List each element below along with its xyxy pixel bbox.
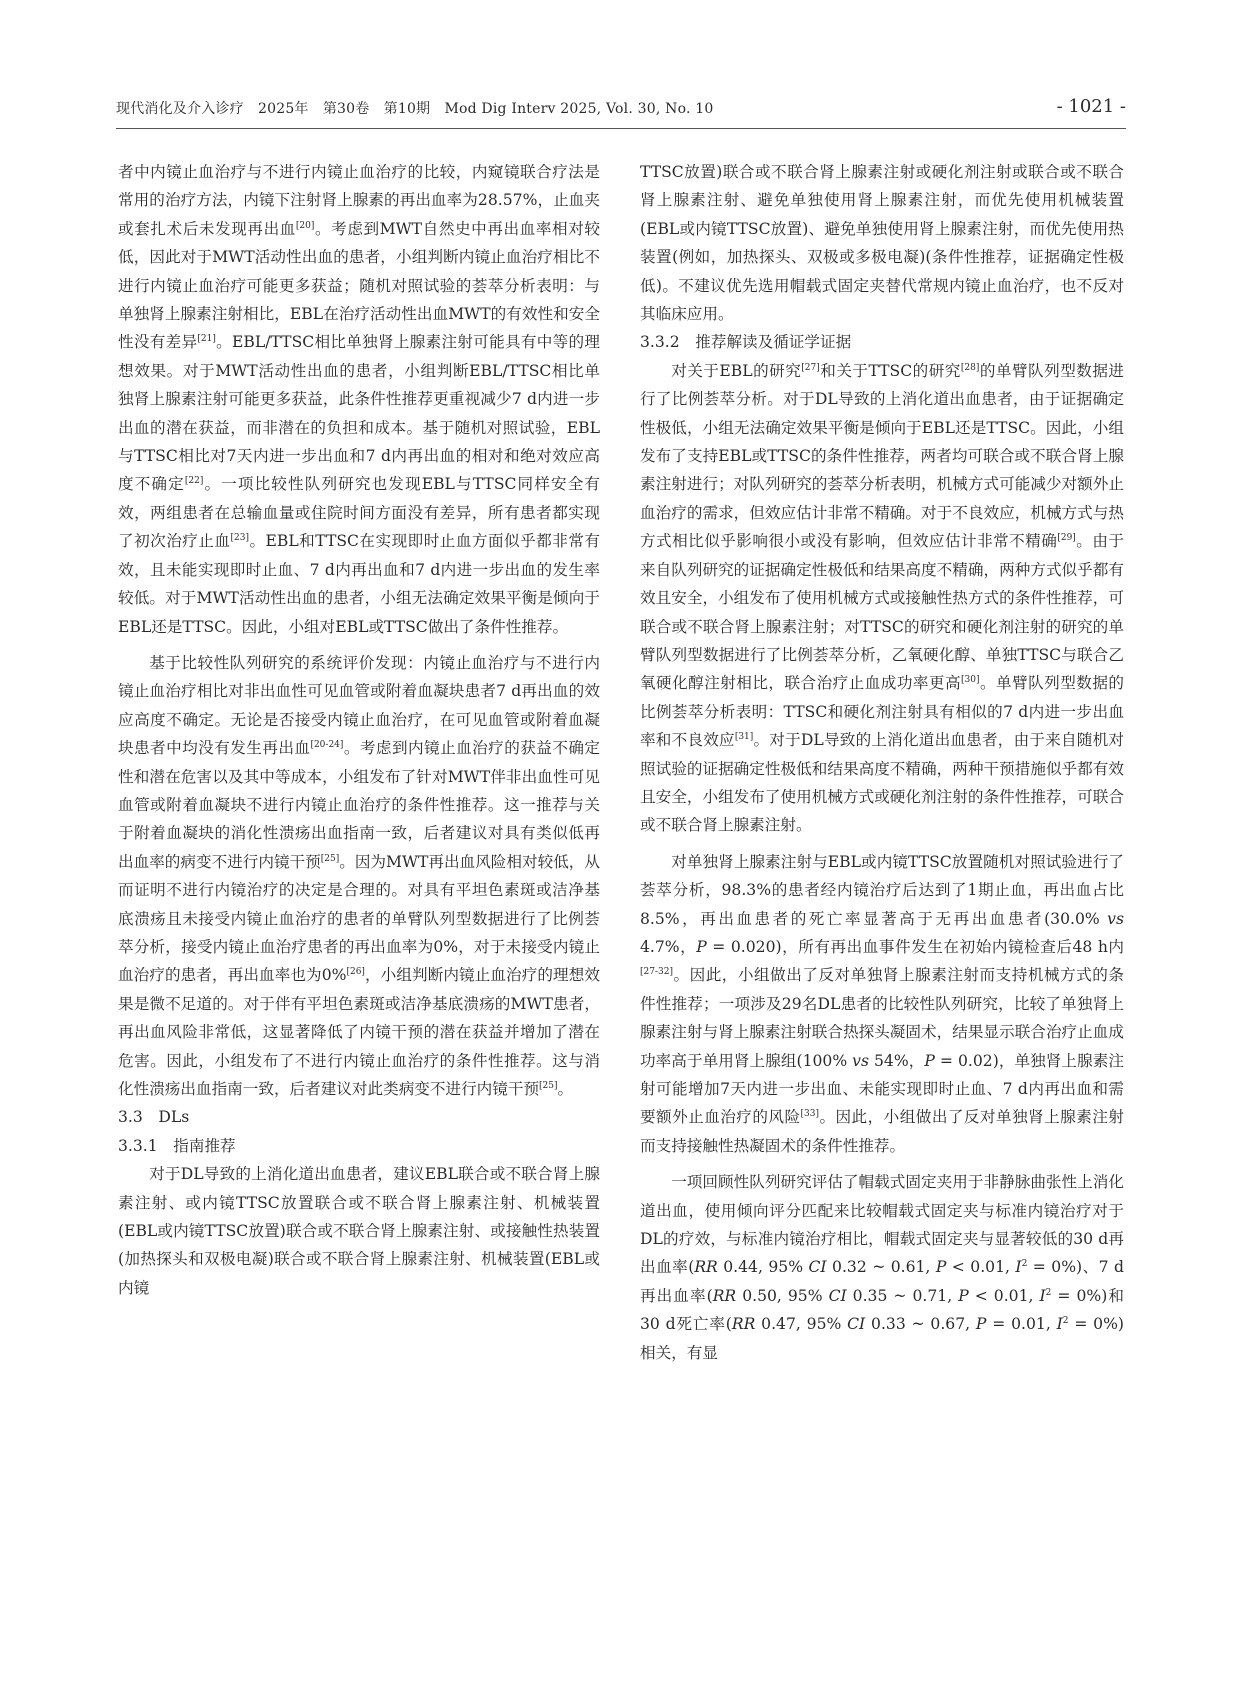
paragraph: 对关于EBL的研究[27]和关于TTSC的研究[28]的单臂队列型数据进行了比例荟萃分析。对于DL导致的上消化道出血患者，由于证据确定性极低，小组无法确定效果平衡是倾向于EBL还是TTSC。因此，小组发布了支持EBL或TTSC的条件性推荐，两者均可联合或不联合肾上腺素注射进行；对队列研究的荟萃分析表明，机械方式可能减少对额外止血治疗的需求，但效应估计非常不精确。对于不良效应，机械方式与热方式相比似乎影响很小或没有影响，但效应估计非常不精确[29]。由于来自队列研究的证据确定性极低和结果高度不精确，两种方式似乎都有效且安全，小组发布了使用机械方式或接触性热方式的条件性推荐，可联合或不联合肾上腺素注射；对TTSC的研究和硬化剂注射的研究的单臂队列型数据进行了比例荟萃分析，乙氧硬化醇、单独TTSC与联合乙氧硬化醇注射相比，联合治疗止血成功率更高[30]。单臂队列型数据的比例荟萃分析表明：TTSC和硬化剂注射具有相似的7 d内进一步出血率和不良效应[31]。对于DL导致的上消化道出血患者，由于来自随机对照试验的证据确定性极低和结果高度不精确，两种干预措施似乎都有效且安全，小组发布了使用机械方式或硬化剂注射的条件性推荐，可联合或不联合肾上腺素注射。 [640,361,1124,835]
citation-ref[interactable]: [22] [184,476,204,487]
citation-ref[interactable]: [29] [1057,533,1076,544]
paragraph: 一项回顾性队列研究评估了帽载式固定夹用于非静脉曲张性上消化道出血，使用倾向评分匹配来比较帽载式固定夹与标准内镜治疗对于DL的疗效，与标准内镜治疗相比，帽载式固定夹与显著较低的30 d再出血率(RR 0.44, 95% CI 0.32 ~ 0.61, P < 0.01, $I^2 = 0\%$)、7 d再出血率(RR 0.50, 95% CI 0.35 ~ 0.71, P < 0.01, $I^2 = 0\%$)和30 d死亡率(RR 0.47, 95% CI 0.33 ~ 0.67, P = 0.01, $I^2 = 0\%$)相关，有显 [640,1173,1125,1362]
page-number: - 1021 - [1056,96,1126,117]
citation-ref[interactable]: [20-24] [310,740,344,751]
citation-ref[interactable]: [23] [230,533,249,544]
header-rule [116,128,1126,129]
paragraph: TTSC放置)联合或不联合肾上腺素注射或硬化剂注射或联合或不联合肾上腺素注射、避免单独使用肾上腺素注射，而优先使用机械装置(EBL或内镜TTSC放置)、避免单独使用肾上腺素注射，而优先使用热装置(例如，加热探头、双极或多极电凝)(条件性推荐，证据确定性极低)。不建议优先选用帽载式固定夹替代常规内镜止血治疗，也不反对其临床应用。 [640,163,1124,324]
paragraph: 基于比较性队列研究的系统评价发现：内镜止血治疗与不进行内镜止血治疗相比对非出血性可见血管或附着血凝块患者7 d再出血的效应高度不确定。无论是否接受内镜止血治疗，在可见血管或附着血凝块患者中均没有发生再出血[20-24]。考虑到内镜止血治疗的获益不确定性和潜在危害以及其中等成本，小组发布了针对MWT伴非出血性可见血管或附着血凝块不进行内镜止血治疗的条件性推荐。这一推荐与关于附着血凝块的消化性溃疡出血指南一致，后者建议对具有类似低再出血率的病变不进行内镜干预[25]。因为MWT再出血风险相对较低，从而证明不进行内镜治疗的决定是合理的。对具有平坦色素斑或洁净基底溃疡且未接受内镜止血治疗的患者的单臂队列型数据进行了比例荟萃分析，接受内镜止血治疗患者的再出血率为0%，对于未接受内镜止血治疗的患者，再出血率也为0%[26]，小组判断内镜止血治疗的理想效果是微不足道的。对于伴有平坦色素斑或洁净基底溃疡的MWT患者，再出血风险非常低，这显著降低了内镜干预的潜在获益并增加了潜在危害。因此，小组发布了不进行内镜止血治疗的条件性推荐。这与消化性溃疡出血指南一致，后者建议对此类病变不进行内镜干预[25]。 [118,653,600,1098]
running-header [116,98,1126,124]
citation-ref[interactable]: [31] [734,732,754,743]
citation-ref[interactable]: [25] [320,853,340,864]
left-column [118,158,600,1302]
citation-ref[interactable]: [28] [960,362,980,373]
right-column [640,158,1124,1367]
citation-ref[interactable]: [21] [197,334,216,345]
citation-ref[interactable]: [20] [295,220,315,231]
paragraph: 对于DL导致的上消化道出血患者，建议EBL联合或不联合肾上腺素注射、或内镜TTSC放置联合或不联合肾上腺素注射、机械装置(EBL或内镜TTSC放置)联合或不联合肾上腺素注射、或接触性热装置(加热探头和双极电凝)联合或不联合肾上腺素注射、机械装置(EBL或内镜 [118,1165,600,1297]
citation-ref[interactable]: [33] [800,1109,819,1120]
citation-ref[interactable]: [30] [961,675,980,686]
paragraph: 对单独肾上腺素注射与EBL或内镜TTSC放置随机对照试验进行了荟萃分析，98.3%的患者经内镜治疗后达到了1期止血，再出血占比8.5%，再出血患者的死亡率显著高于无再出血患者(30.0% vs 4.7%，P = 0.020)，所有再出血事件发生在初始内镜检查后48 h内[27-32]。因此，小组做出了反对单独肾上腺素注射而支持机械方式的条件性推荐；一项涉及29名DL患者的比较性队列研究，比较了单独肾上腺素注射与肾上腺素注射联合热探头凝固术，结果显示联合治疗止血成功率高于单用肾上腺组(100% vs 54%，P = 0.02)，单独肾上腺素注射可能增加7天内进一步出血、未能实现即时止血、7 d内再出血和需要额外止血治疗的风险[33]。因此，小组做出了反对单独肾上腺素注射而支持接触性热凝固术的条件性推荐。 [640,852,1124,1155]
citation-ref[interactable]: [25] [539,1081,558,1091]
citation-ref[interactable]: [26] [346,967,365,978]
citation-ref[interactable]: [27-32] [640,967,673,978]
journal-citation: 现代消化及介入诊疗 2025年 第30卷 第10期 Mod Dig Interv 2025, Vol. 30, No. 10 [116,101,714,117]
paragraph: 者中内镜止血治疗与不进行内镜止血治疗的比较，内窥镜联合疗法是常用的治疗方法，内镜下注射肾上腺素的再出血率为28.57%，止血夹或套扎术后未发现再出血[20]。考虑到MWT自然史中再出血率相对较低，因此对于MWT活动性出血的患者，小组判断内镜止血治疗相比不进行内镜止血治疗可能更多获益；随机对照试验的荟萃分析表明：与单独肾上腺素注射相比，EBL在治疗活动性出血MWT的有效性和安全性没有差异[21]。EBL/TTSC相比单独肾上腺素注射可能具有中等的理想效果。对于MWT活动性出血的患者，小组判断EBL/TTSC相比单独肾上腺素注射可能更多获益，此条件性推荐更重视减少7 d内进一步出血的潜在获益，而非潜在的负担和成本。基于随机对照试验，EBL与TTSC相比对7天内进一步出血和7 d内再出血的相对和绝对效应高度不确定[22]。一项比较性队列研究也发现EBL与TTSC同样安全有效，两组患者在总输血量或住院时间方面没有差异，所有患者都实现了初次治疗止血[23]。EBL和TTSC在实现即时止血方面似乎都非常有效，且未能实现即时止血、7 d内再出血和7 d内进一步出血的发生率较低。对于MWT活动性出血的患者，小组无法确定效果平衡是倾向于EBL还是TTSC。因此，小组对EBL或TTSC做出了条件性推荐。 [118,163,600,636]
subsection-heading: 3.3.2 推荐解读及循证学证据 [640,333,852,352]
citation-ref[interactable]: [27] [801,362,820,373]
subsection-heading: 3.3.1 指南推荐 [118,1136,236,1155]
section-heading: 3.3 DLs [118,1108,190,1127]
